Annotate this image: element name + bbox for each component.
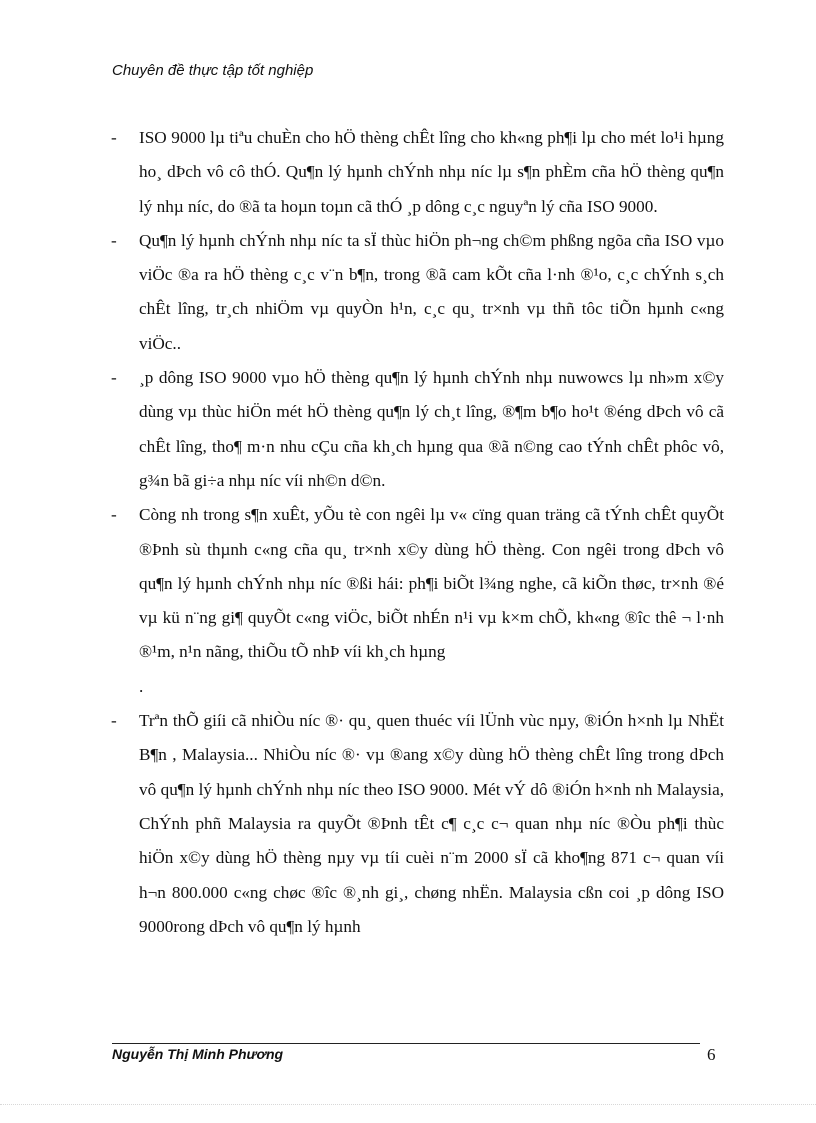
footer-divider [112,1043,700,1044]
paragraph-text: Còng nh trong s¶n xuÊt, yÕu tè con ngêi lµ v« cïng quan träng cã tÝnh chÊt quyÕt ®Þnh sù thµnh c«ng cña qu¸ tr×nh x©y dùng hÖ thèng. Con ngêi trong dÞch vô qu¶n lý hµnh chÝnh nhµ níc ®ßi hái: ph¶i biÕt l¾ng nghe, cã kiÕn thøc, tr×nh ®é vµ kü n¨ng gi¶ quyÕt c«ng viÖc, biÕt nhÉn n¹i vµ k×m chÕ, kh«ng ®îc thê ¬ l·nh ®¹m, n¹n nãng, thiÕu tÕ nhÞ víi kh¸ch hµng [139,505,724,662]
bullet-item-3 [108,361,724,498]
footer-author: Nguyễn Thị Minh Phương [112,1046,284,1062]
page-number: 6 [707,1045,716,1064]
bullet-item-1 [108,121,724,224]
bullet-marker: - [111,711,117,731]
bullet-marker: - [111,505,117,525]
bullet-item-4 [108,498,724,669]
document-body [108,121,724,944]
bullet-marker: - [111,128,117,147]
paragraph-text: Trªn thÕ giíi cã nhiÒu níc ®· qu¸ quen thuéc víi lÜnh vùc nµy, ®iÓn h×nh lµ NhËt B¶n , Malaysia... NhiÒu níc ®· vµ ®ang x©y dùng hÖ thèng chÊt lîng trong dÞch vô qu¶n lý hµnh chÝnh nhµ níc theo ISO 9000. Mét vÝ dô ®iÓn h×nh nh Malaysia, ChÝnh phñ Malaysia ra quyÕt ®Þnh tÊt c¶ c¸c c¬ quan nhµ níc ®Òu ph¶i thùc hiÖn x©y dùng hÖ thèng nµy vµ tíi cuèi n¨m 2000 sÏ cã kho¶ng 871 c¬ quan víi h¬n 800.000 c«ng chøc ®îc ®¸nh gi¸, chøng nhËn. Malaysia cßn coi ¸p dông ISO 9000rong dÞch vô qu¶n lý hµnh [139,711,724,936]
bullet-item-5 [108,704,724,944]
trailing-period-line: . [139,676,144,696]
bullet-marker: - [111,230,117,250]
paragraph-text: ISO 9000 lµ tiªu chuÈn cho hÖ thèng chÊt lîng cho kh«ng ph¶i lµ cho mét lo¹i hµng ho¸ dÞch vô cô thÓ. Qu¶n lý hµnh chÝnh nhµ níc lµ s¶n phÈm cña hÖ thèng qu¶n lý nhµ níc, do ®ã ta hoµn toµn cã thÓ ¸p dông c¸c nguyªn lý cña ISO 9000. [139,128,724,216]
page-header-title: Chuyên đề thực tập tốt nghiệp [112,62,314,79]
bullet-item-2 [108,224,724,361]
bullet-marker: - [111,368,117,388]
page-edge-divider [0,1104,816,1105]
paragraph-text: ¸p dông ISO 9000 vµo hÖ thèng qu¶n lý hµnh chÝnh nhµ nuwowcs lµ nh»m x©y dùng vµ thùc hiÖn mét hÖ thèng qu¶n lý ch¸t lîng, ®¶m b¶o ho¹t ®éng dÞch vô cã chÊt lîng, tho¶ m·n nhu cÇu cña kh¸ch hµng qua ®ã n©ng cao tÝnh chÊt phôc vô, g¾n bã gi÷a nhµ níc víi nh©n d©n. [139,368,724,490]
paragraph-text: Qu¶n lý hµnh chÝnh nhµ níc ta sÏ thùc hiÖn ph¬ng ch©m phßng ngõa cña ISO vµo viÖc ®a ra hÖ thèng c¸c v¨n b¶n, trong ®ã cam kÕt cña l·nh ®¹o, c¸c chÝnh s¸ch chÊt lîng, tr¸ch nhiÖm vµ quyÒn h¹n, c¸c qu¸ tr×nh vµ thñ tôc tiÕn hµnh c«ng viÖc.. [139,230,724,353]
